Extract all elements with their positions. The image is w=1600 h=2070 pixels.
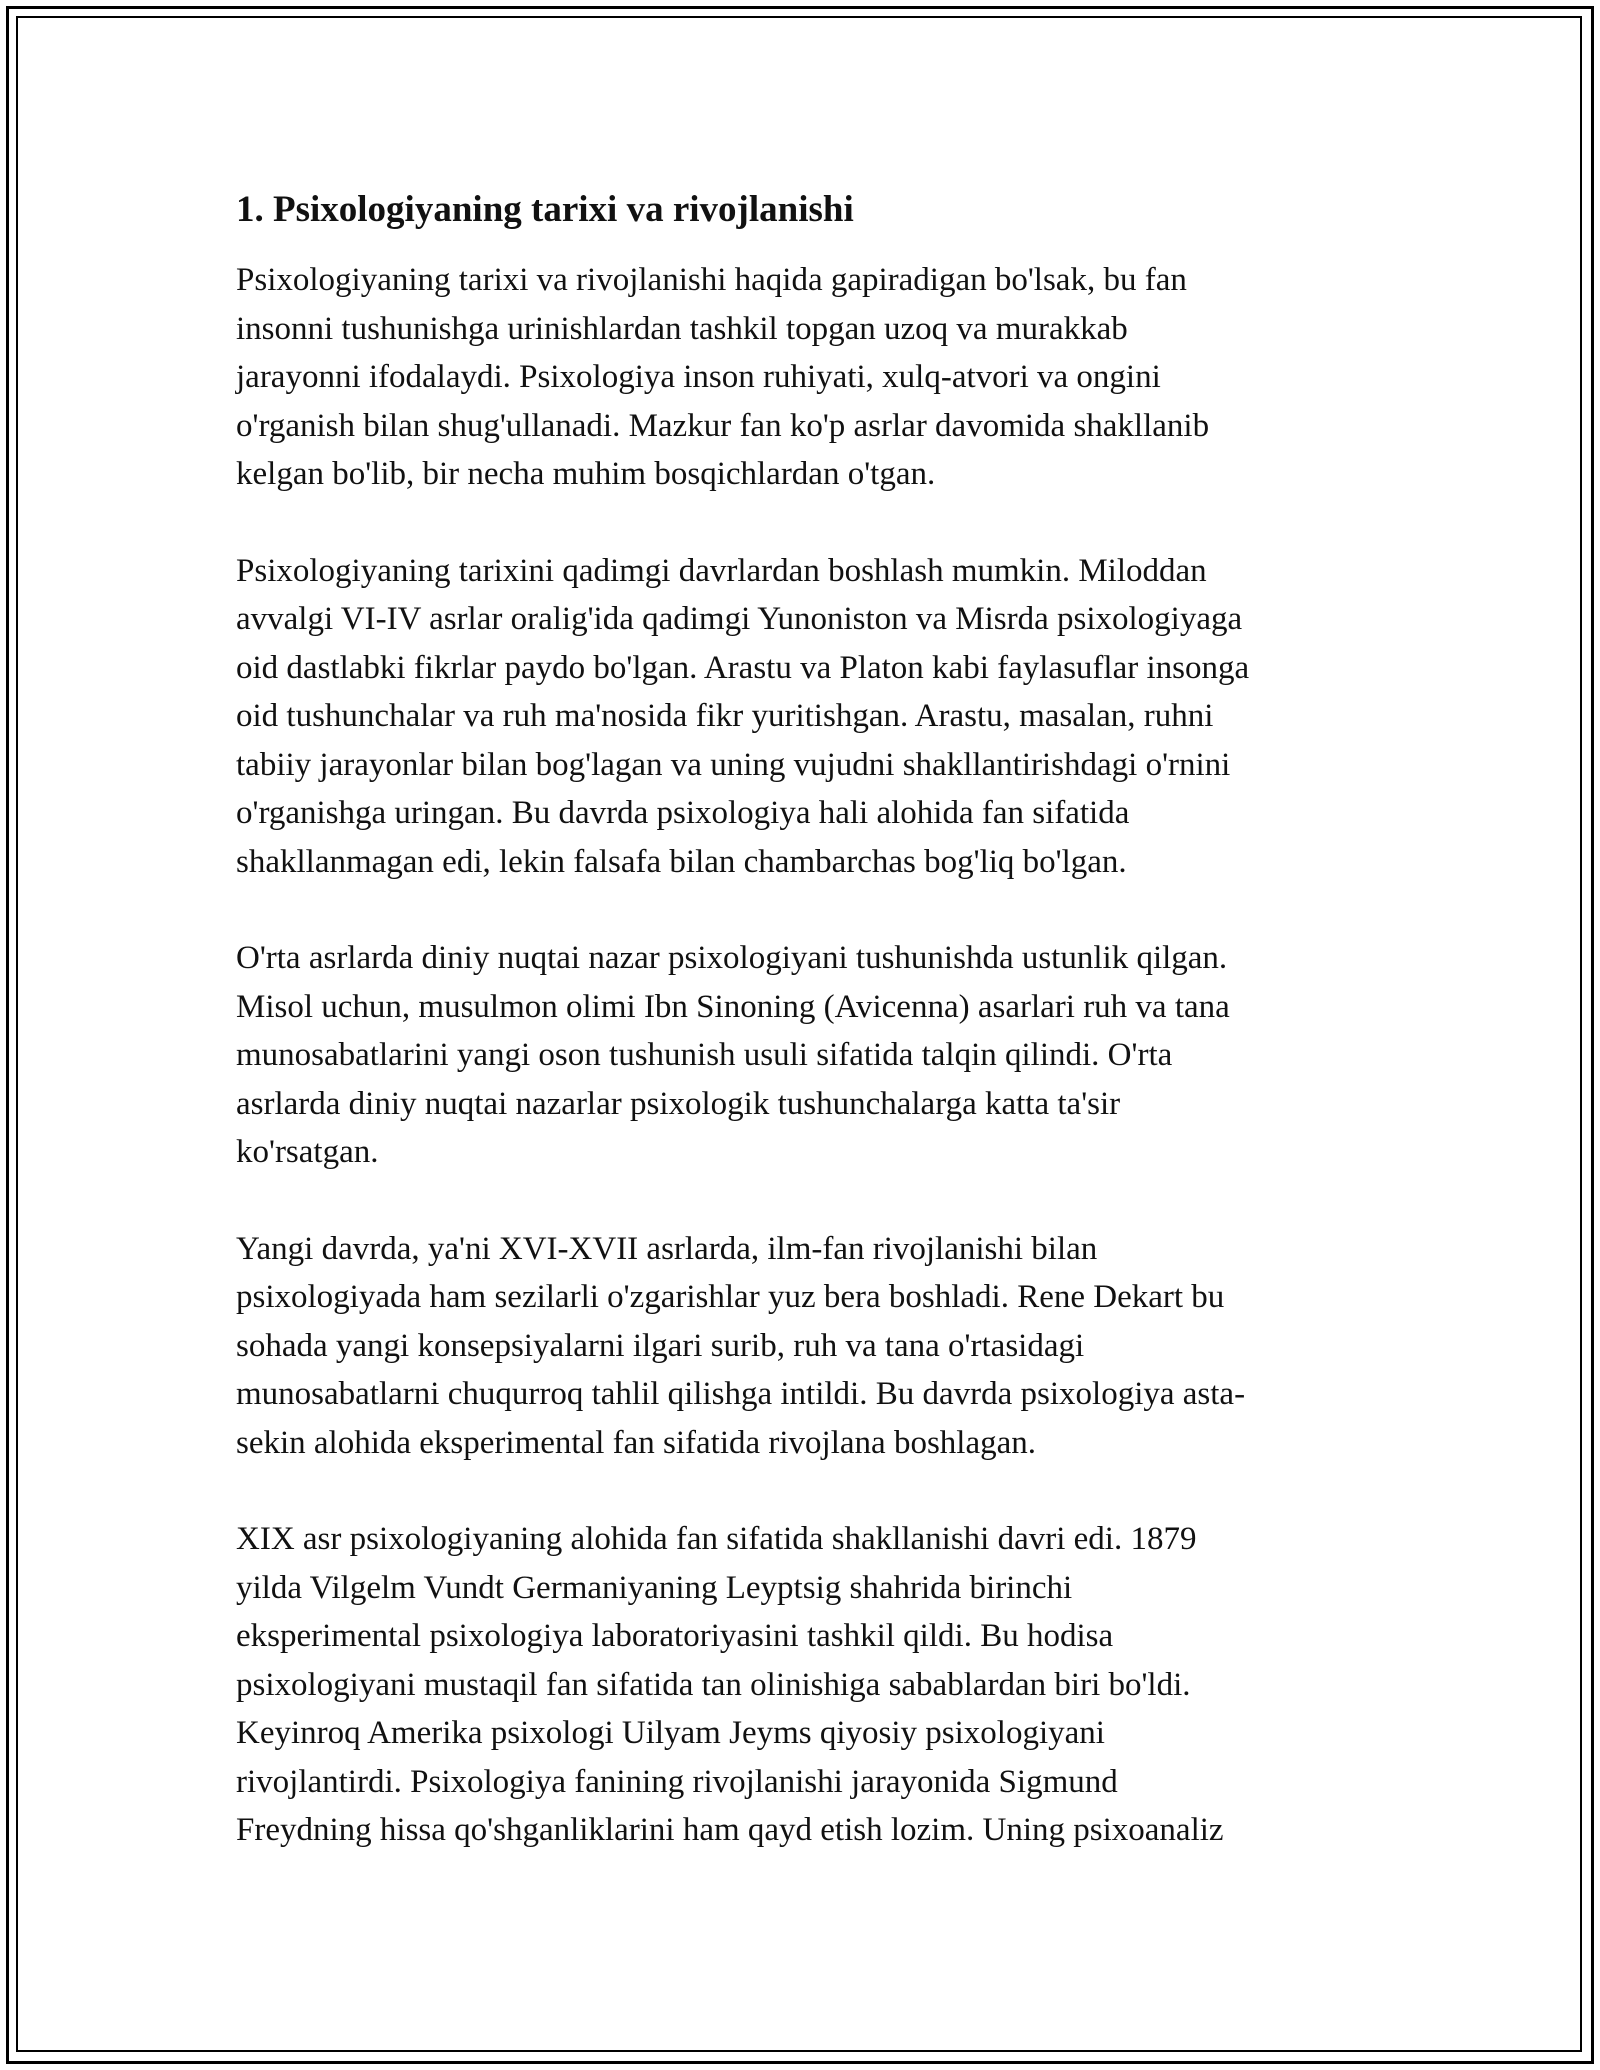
text-line: yilda Vilgelm Vundt Germaniyaning Leyptsig shahrida birinchi [236, 1569, 1073, 1606]
text-line: Keyinroq Amerika psixologi Uilyam Jeyms qiyosiy psixologiyani [236, 1715, 1105, 1751]
text-line: avvalgi VI-IV asrlar oralig'ida qadimgi Yunoniston va Misrda psixologiyaga [236, 601, 1243, 637]
paragraph [236, 547, 1376, 887]
document-body [236, 186, 1376, 1903]
text-line: Psixologiyaning tarixi va rivojlanishi haqida gapiradigan bo'lsak, bu fan [236, 262, 1187, 298]
text-line: psixologiyani mustaqil fan sifatida tan olinishiga sabablardan biri bo'ldi. [236, 1666, 1191, 1703]
text-line: rivojlantirdi. Psixologiya fanining rivojlanishi jarayonida Sigmund [236, 1763, 1118, 1800]
text-line: sekin alohida eksperimental fan sifatida rivojlana boshlagan. [236, 1424, 1036, 1461]
text-line: jarayonni ifodalaydi. Psixologiya inson ruhiyati, xulq-atvori va ongini [236, 359, 1161, 395]
paragraph [236, 256, 1376, 499]
text-line: O'rta asrlarda diniy nuqtai nazar psixologiyani tushunishda ustunlik qilgan. [236, 940, 1228, 976]
text-line: tabiiy jarayonlar bilan bog'lagan va uning vujudni shakllantirishdagi o'rnini [236, 746, 1231, 783]
text-line: Misol uchun, musulmon olimi Ibn Sinoning (Avicenna) asarlari ruh va tana [236, 988, 1230, 1025]
text-line: oid dastlabki fikrlar paydo bo'lgan. Arastu va Platon kabi faylasuflar insonga [236, 649, 1250, 686]
text-line: oid tushunchalar va ruh ma'nosida fikr yuritishgan. Arastu, masalan, ruhni [236, 698, 1214, 734]
text-line: psixologiyada ham sezilarli o'zgarishlar yuz bera boshladi. Rene Dekart bu [236, 1279, 1225, 1315]
text-line: Freydning hissa qo'shganliklarini ham qayd etish lozim. Uning psixoanaliz [236, 1812, 1224, 1848]
text-line: sohada yangi konsepsiyalarni ilgari surib, ruh va tana o'rtasidagi [236, 1327, 1085, 1364]
paragraph [236, 934, 1376, 1177]
text-line: munosabatlarni chuqurroq tahlil qilishga intildi. Bu davrda psixologiya asta- [236, 1376, 1246, 1412]
text-line: XIX asr psixologiyaning alohida fan sifatida shakllanishi davri edi. 1879 [236, 1521, 1197, 1557]
text-line: insonni tushunishga urinishlardan tashkil topgan uzoq va murakkab [236, 310, 1128, 347]
text-line: kelgan bo'lib, bir necha muhim bosqichlardan o'tgan. [236, 456, 936, 492]
text-line: Psixologiyaning tarixini qadimgi davrlardan boshlash mumkin. Miloddan [236, 552, 1207, 589]
text-line: shakllanmagan edi, lekin falsafa bilan chambarchas bog'liq bo'lgan. [236, 843, 1127, 880]
text-line: o'rganish bilan shug'ullanadi. Mazkur fan ko'p asrlar davomida shakllanib [236, 407, 1210, 444]
page-title: 1. Psixologiyaning tarixi va rivojlanishi [236, 189, 854, 230]
paragraph [236, 1515, 1376, 1855]
text-line: o'rganishga uringan. Bu davrda psixologiya hali alohida fan sifatida [236, 795, 1130, 831]
text-line: eksperimental psixologiya laboratoriyasini tashkil qildi. Bu hodisa [236, 1618, 1114, 1654]
text-line: Yangi davrda, ya'ni XVI-XVII asrlarda, ilm-fan rivojlanishi bilan [236, 1230, 1098, 1267]
text-line: ko'rsatgan. [236, 1134, 379, 1170]
text-line: munosabatlarini yangi oson tushunish usuli sifatida talqin qilindi. O'rta [236, 1037, 1173, 1073]
paragraph [236, 1225, 1376, 1468]
text-line: asrlarda diniy nuqtai nazarlar psixologik tushunchalarga katta ta'sir [236, 1085, 1121, 1122]
